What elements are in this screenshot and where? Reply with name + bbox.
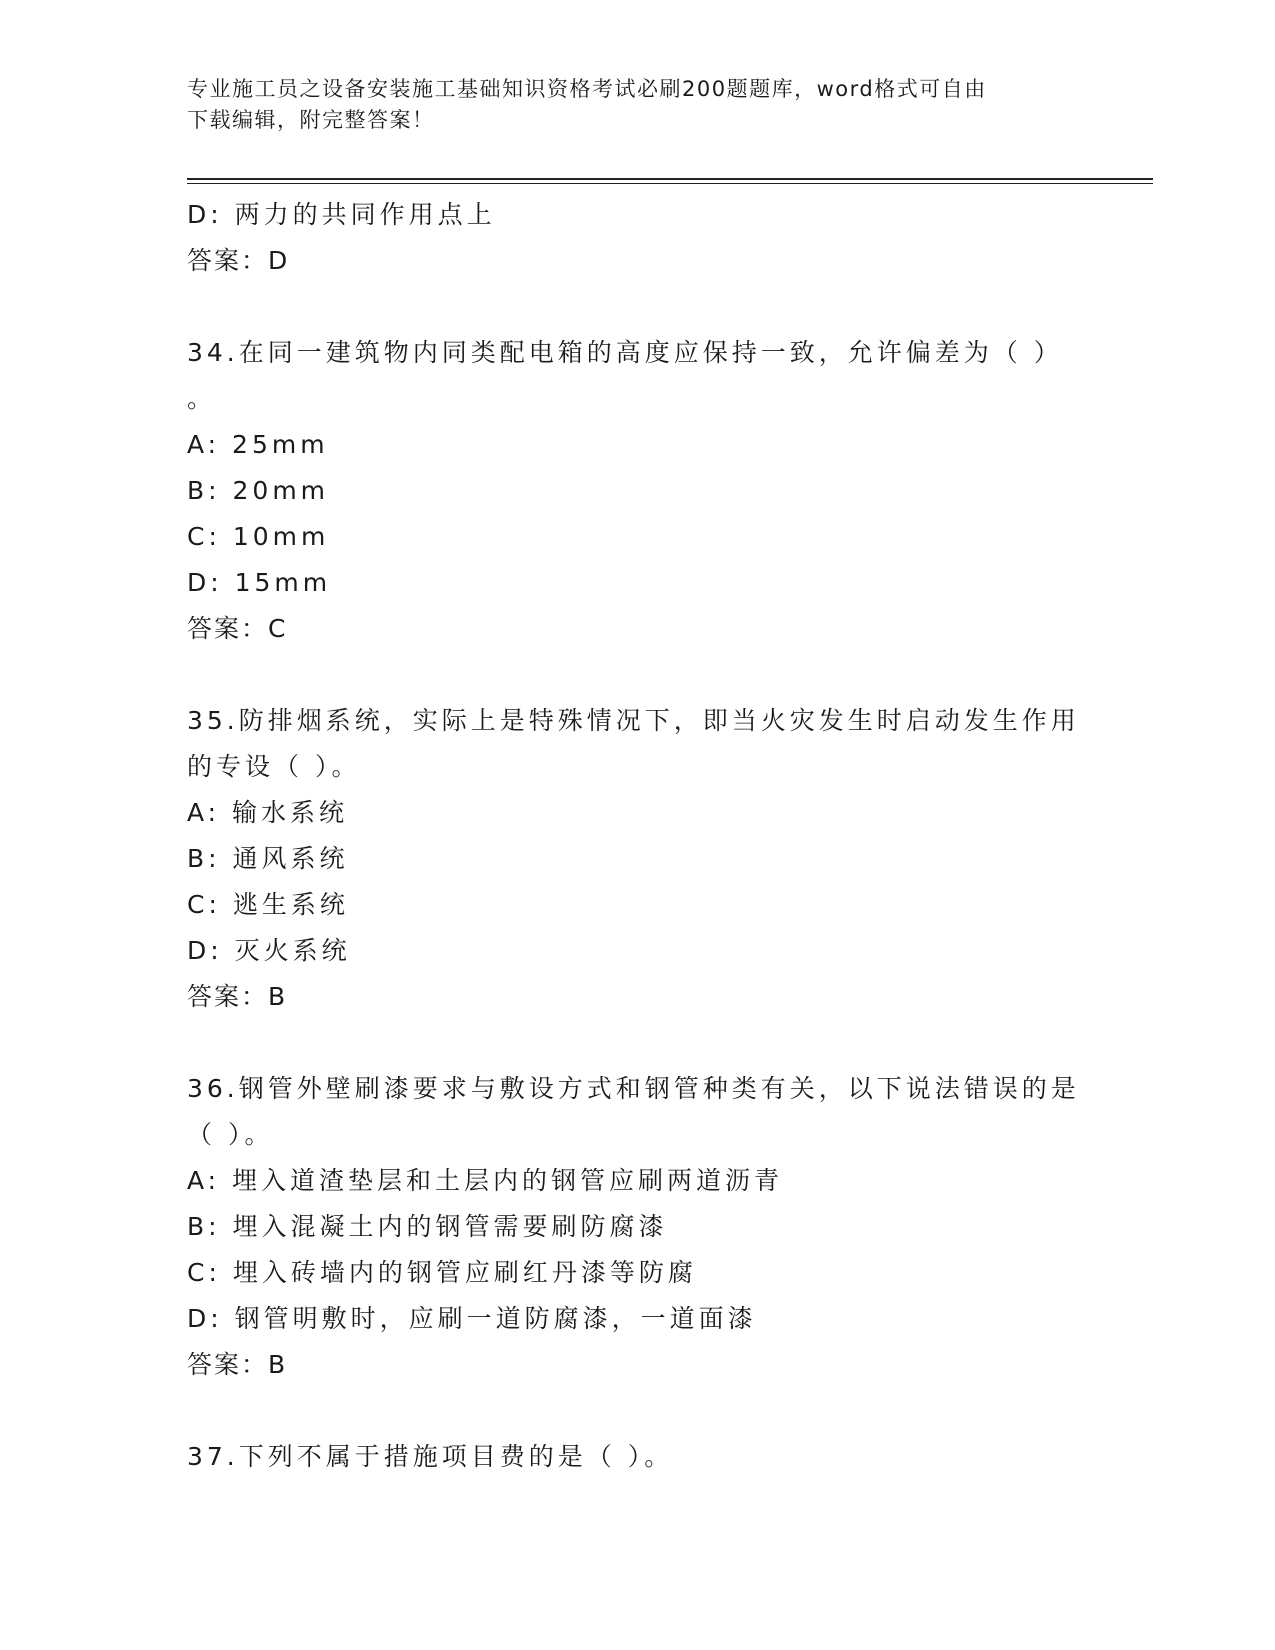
question-stem-continued: 的专设（ ）。 [187,752,361,781]
option-a: A: 25mm [187,430,329,459]
option-d: D: 灭火系统 [187,936,351,965]
question-stem: 34.在同一建筑物内同类配电箱的高度应保持一致，允许偏差为（ ） [187,338,1063,367]
answer: 答案：C [187,614,288,643]
option-b: B: 埋入混凝土内的钢管需要刷防腐漆 [187,1212,668,1241]
option-d: D: 两力的共同作用点上 [187,200,496,229]
answer: 答案：D [187,246,290,275]
option-c: C: 埋入砖墙内的钢管应刷红丹漆等防腐 [187,1258,697,1287]
header-divider-thick [187,178,1153,180]
option-d: D: 钢管明敷时，应刷一道防腐漆，一道面漆 [187,1304,757,1333]
header-title-line-2: 下载编辑，附完整答案！ [187,108,435,132]
question-35 [187,698,1087,1020]
answer: 答案：B [187,1350,288,1379]
question-stem-continued: 。 [187,384,217,413]
prev-question [187,192,1087,284]
question-stem: 36.钢管外壁刷漆要求与敷设方式和钢管种类有关，以下说法错误的是 [187,1074,1080,1103]
option-a: A: 输水系统 [187,798,349,827]
option-a: A: 埋入道渣垫层和土层内的钢管应刷两道沥青 [187,1166,784,1195]
question-36 [187,1066,1087,1388]
option-b: B: 20mm [187,476,330,505]
header-title-line-1: 专业施工员之设备安装施工基础知识资格考试必刷200题题库，word格式可自由 [187,77,987,101]
document-header [187,74,1067,136]
option-d: D: 15mm [187,568,332,597]
option-c: C: 10mm [187,522,330,551]
option-b: B: 通风系统 [187,844,349,873]
question-list [187,192,1087,1480]
question-stem: 35.防排烟系统，实际上是特殊情况下，即当火灾发生时启动发生作用 [187,706,1080,735]
question-37 [187,1434,1087,1480]
question-stem: 37.下列不属于措施项目费的是（ ）。 [187,1442,674,1471]
answer: 答案：B [187,982,288,1011]
header-divider-thin [187,183,1153,184]
question-34 [187,330,1087,652]
question-stem-continued: （ ）。 [187,1120,274,1149]
option-c: C: 逃生系统 [187,890,349,919]
